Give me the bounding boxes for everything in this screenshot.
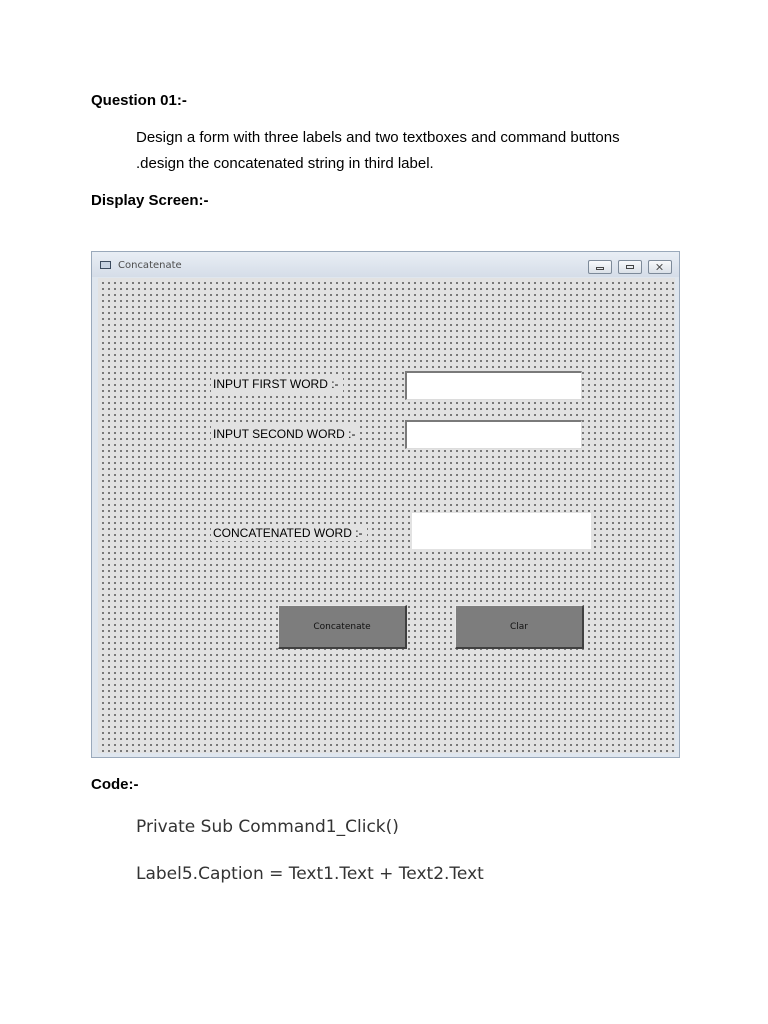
clear-button[interactable]: Clar [455,605,584,649]
code-heading: Code:- [91,776,139,793]
code-line-2: Label5.Caption = Text1.Text + Text2.Text [136,864,484,884]
form-icon [100,261,111,269]
close-button[interactable] [648,260,672,274]
concatenate-form-window [91,251,680,758]
form-title: Concatenate [118,260,182,271]
form-design-surface [98,278,675,753]
maximize-button[interactable] [618,260,642,274]
question-text [136,125,696,177]
maximize-icon [626,265,634,269]
label-second-word: INPUT SECOND WORD :- [211,426,359,442]
close-icon [656,265,664,269]
minimize-button[interactable] [588,260,612,274]
concatenated-result-label [412,513,591,549]
question-line-1: Design a form with three labels and two textboxes and command buttons [136,129,620,146]
question-heading: Question 01:- [91,92,187,109]
label-concatenated-word: CONCATENATED WORD :- [211,525,367,541]
minimize-icon [596,267,604,270]
concatenate-button[interactable]: Concatenate [278,605,407,649]
label-first-word: INPUT FIRST WORD :- [211,376,343,392]
display-screen-heading: Display Screen:- [91,192,209,209]
code-line-1: Private Sub Command1_Click() [136,817,399,837]
text2-input[interactable] [405,420,582,449]
question-line-2: .design the concatenated string in third label. [136,155,434,172]
form-title-bar[interactable] [92,252,679,277]
text1-input[interactable] [405,371,582,400]
